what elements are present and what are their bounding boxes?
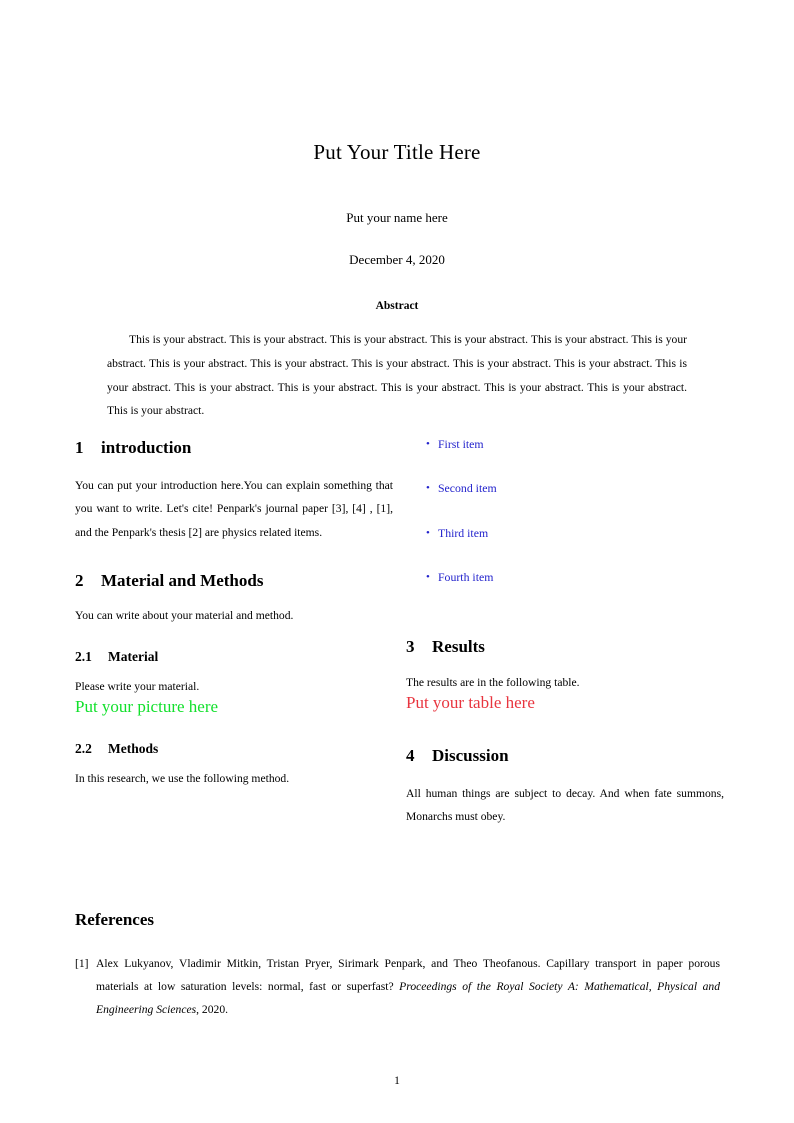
itemize-list <box>406 437 724 585</box>
section-heading-material-and-methods <box>75 570 393 591</box>
list-item-label: Third item <box>438 525 489 540</box>
reference-text-plain: Alex Lukyanov, Vladimir Mitkin, Tristan Pryer, Sirimark Penpark, and Theo Theofanous. Capillary transport in paper porous materials at low saturation levels: normal, fast or superfast? <box>96 957 720 994</box>
subsection-title: Methods <box>108 741 159 757</box>
author-line: Put your name here <box>346 210 448 226</box>
spacer <box>75 666 393 678</box>
list-item <box>406 437 724 452</box>
section-title: Results <box>432 637 485 657</box>
title-block <box>0 140 794 268</box>
body-column-right <box>406 437 724 828</box>
list-item <box>406 526 724 541</box>
references-heading: References <box>75 910 154 929</box>
section-number: 4 <box>406 745 415 765</box>
date-line: December 4, 2020 <box>349 252 445 268</box>
references-block <box>75 910 720 1022</box>
abstract-text: This is your abstract. This is your abstract. This is your abstract. This is your abstract. This is your abstract. This is your abstract. This is your abstract. This is your abstract. This is your abstract. This is your abstract. This is your abstract. This is your abstract. This is your abstract. This is your abstract. This is your abstract. This is your abstract. This is your abstract. This is your abstract. <box>107 333 687 418</box>
spacer <box>75 458 393 474</box>
spacer <box>75 625 393 649</box>
section-number: 2 <box>75 570 84 590</box>
reference-journal-title: Proceedings of the Royal Society A: Mathematical, Physical and Engineering Sciences <box>96 980 720 1017</box>
section-number: 3 <box>406 637 415 657</box>
picture-placeholder-text: Put your picture here <box>75 696 219 716</box>
page-number: 1 <box>394 1075 400 1087</box>
section-heading-introduction <box>75 437 393 458</box>
bullet-icon: • <box>426 526 430 539</box>
results-paragraph: The results are in the following table. <box>406 675 580 689</box>
spacer <box>406 713 724 745</box>
bullet-icon: • <box>426 570 430 583</box>
subsection-heading-material <box>75 649 393 666</box>
body-column-left <box>75 437 393 788</box>
bullet-icon: • <box>426 482 430 495</box>
subsection-number: 2.2 <box>75 741 92 757</box>
page-title: Put Your Title Here <box>313 140 481 164</box>
subsection-heading-methods <box>75 741 393 758</box>
list-item-label: First item <box>438 437 484 451</box>
spacer <box>406 658 724 674</box>
list-item <box>406 481 724 496</box>
spacer <box>75 591 393 607</box>
abstract-block <box>107 300 687 423</box>
methods-paragraph: In this research, we use the following method. <box>75 772 290 785</box>
spacer <box>406 766 724 782</box>
bullet-icon: • <box>426 438 430 450</box>
reference-entry <box>75 952 720 1022</box>
spacer <box>75 717 393 741</box>
spacer <box>406 585 724 636</box>
list-item <box>406 570 724 585</box>
section-number: 1 <box>75 438 84 457</box>
section-title: introduction <box>101 438 192 457</box>
table-placeholder-text: Put your table here <box>406 692 535 712</box>
reference-text-tail: , 2020. <box>196 1003 229 1017</box>
section-heading-results <box>406 636 724 657</box>
section-title: Material and Methods <box>101 570 264 590</box>
section-heading-discussion <box>406 745 724 766</box>
list-item-label: Second item <box>438 481 497 496</box>
material-and-methods-paragraph: You can write about your material and method. <box>75 609 294 623</box>
list-item-label: Fourth item <box>438 569 494 584</box>
section-title: Discussion <box>432 745 509 765</box>
discussion-paragraph: All human things are subject to decay. And when fate summons, Monarchs must obey. <box>406 787 724 824</box>
introduction-paragraph: You can put your introduction here.You can explain something that you want to write. Let's cite! Penpark's journal paper [3], [4] , [1], and the Penpark's thesis [2] are physics related items. <box>75 479 393 539</box>
abstract-heading: Abstract <box>375 300 419 312</box>
spacer <box>75 758 393 770</box>
spacer <box>75 544 393 570</box>
subsection-title: Material <box>108 649 159 665</box>
subsection-number: 2.1 <box>75 649 92 665</box>
reference-label: [1] <box>75 957 89 970</box>
material-paragraph: Please write your material. <box>75 679 200 693</box>
